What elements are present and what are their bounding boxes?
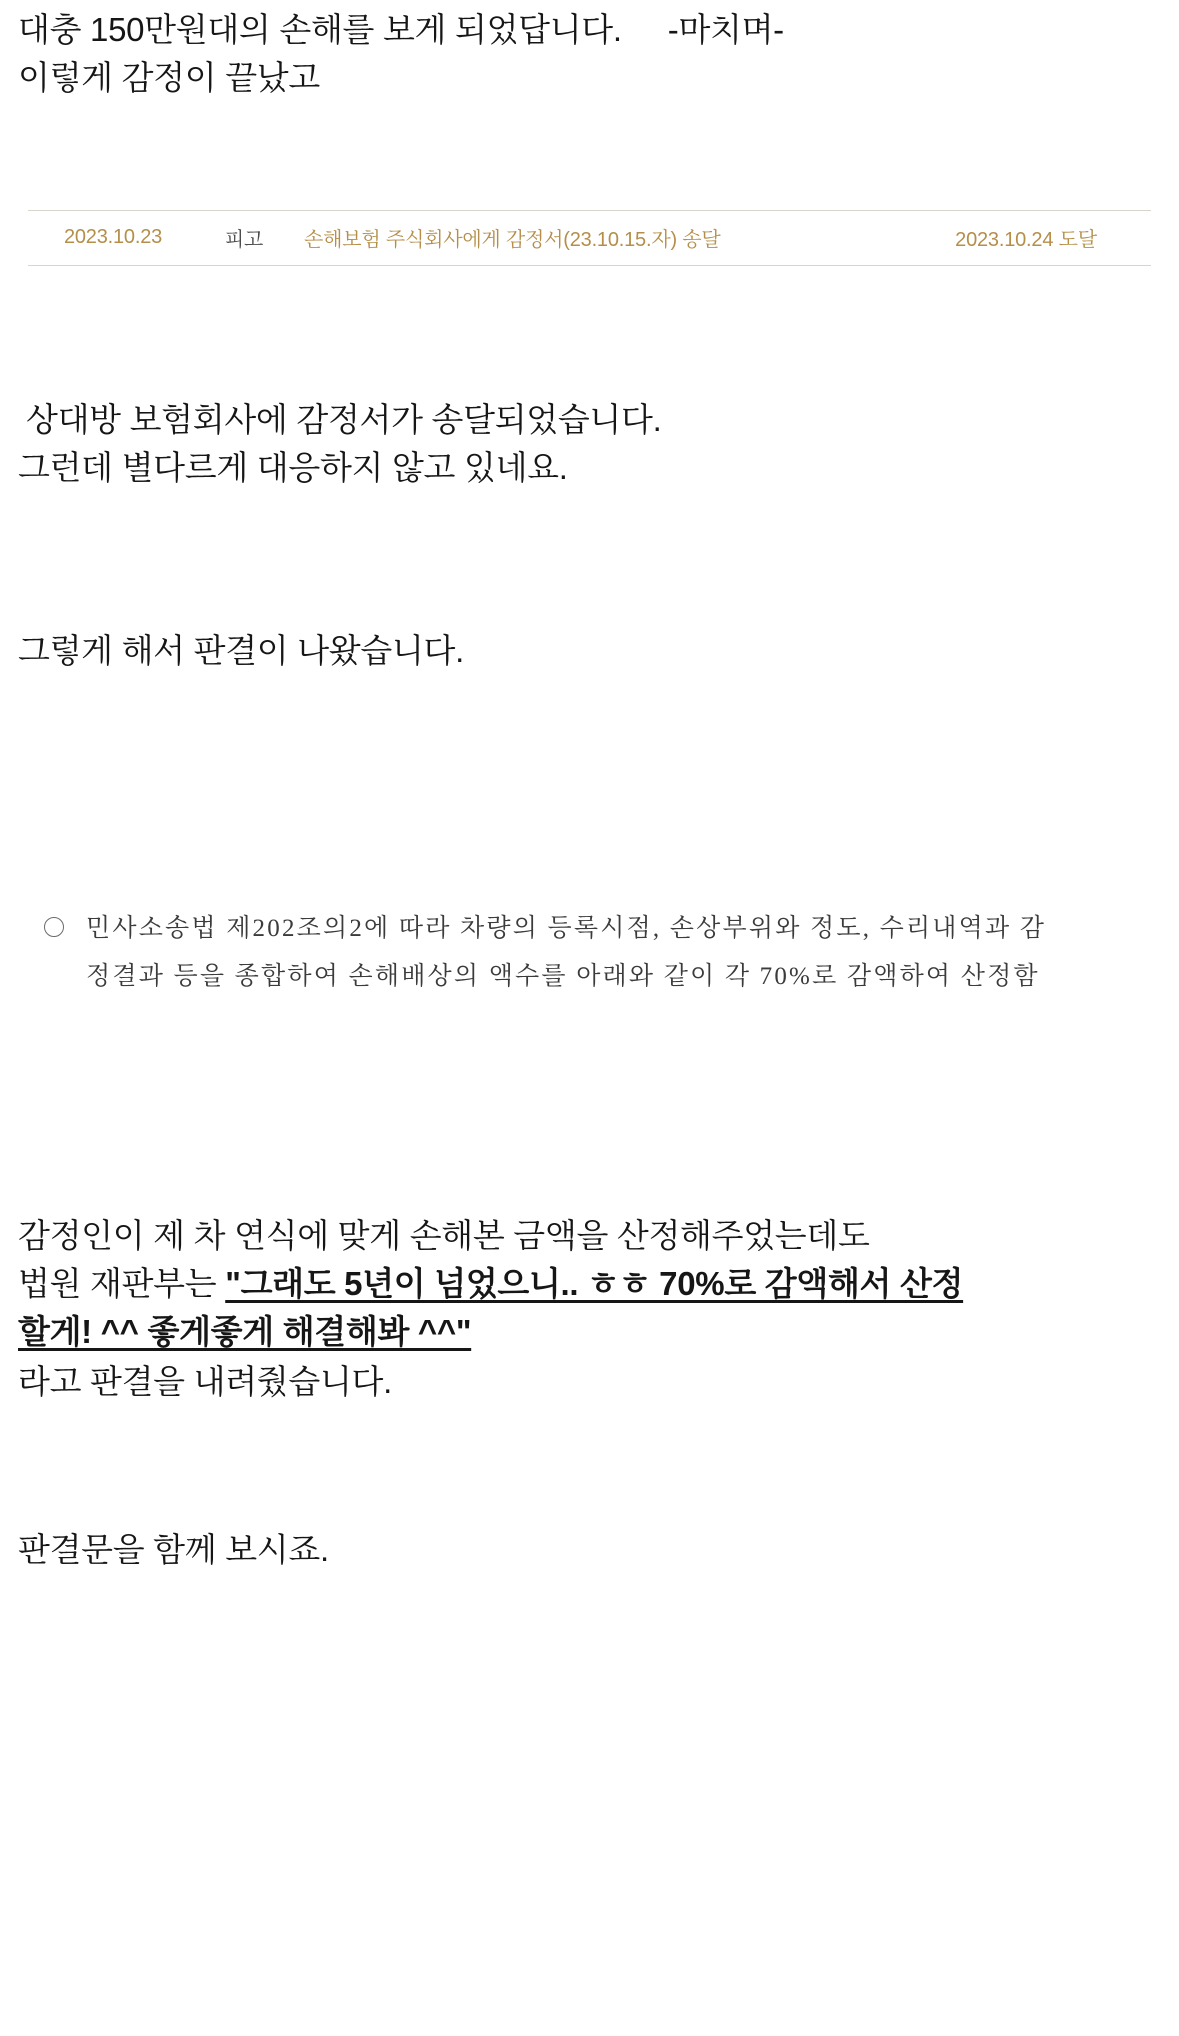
verdict-intro-line: 그렇게 해서 판결이 나왔습니다.	[18, 632, 464, 670]
middle-line-2: 그런데 별다르게 대응하지 않고 있네요.	[18, 448, 568, 486]
middle-paragraph	[0, 396, 1179, 492]
bottom-line-2-prefix: 법원 재판부는	[18, 1265, 217, 1303]
bottom-paragraph	[0, 1212, 1179, 1405]
court-excerpt	[38, 905, 1141, 1000]
bottom-line-3	[18, 1308, 1161, 1356]
section-marker-closing: -마치며-	[667, 11, 784, 48]
verdict-quote-part-2: 할게! ^^ 좋게좋게 해결해봐 ^^"	[18, 1312, 472, 1350]
tail-paragraph	[0, 1526, 1179, 1592]
verdict-quote-part-1: "그래도 5년이 넘었으니.. ㅎㅎ 70%로 감액해서 산정	[225, 1265, 964, 1303]
tail-line-1: 판결문을 함께 보시죠.	[18, 1530, 329, 1568]
court-excerpt-line-1-text: 민사소송법 제202조의2에 따라 차량의 등록시점, 손상부위와 정도, 수리내역과 감	[86, 915, 1047, 943]
middle-line-1: 상대방 보험회사에 감정서가 송달되었습니다.	[26, 400, 662, 438]
verdict-intro-paragraph	[0, 627, 1179, 675]
docket-description: 손해보험 주식회사에게 감정서(23.10.15.자) 송달	[304, 229, 721, 252]
intro-line-1	[18, 6, 1161, 54]
court-excerpt-line-2: 정결과 등을 종합하여 손해배상의 액수를 아래와 같이 각 70%로 감액하여 산정함	[86, 962, 1040, 990]
bottom-line-1: 감정인이 제 차 연식에 맞게 손해본 금액을 산정해주었는데도	[18, 1217, 870, 1255]
docket-date: 2023.10.23	[63, 226, 163, 249]
bottom-line-2	[18, 1260, 1161, 1308]
intro-line-2: 이렇게 감정이 끝났고	[18, 58, 320, 96]
docket-strip	[28, 210, 1151, 266]
circle-bullet-icon	[44, 917, 64, 937]
docket-party: 피고	[224, 229, 264, 252]
docket-arrival: 2023.10.24 도달	[955, 229, 1097, 252]
intro-paragraph	[0, 0, 1179, 102]
court-excerpt-line-1	[38, 905, 1141, 953]
intro-line-1-text: 대충 150만원대의 손해를 보게 되었답니다.	[18, 11, 622, 48]
bottom-line-4: 라고 판결을 내려줬습니다.	[18, 1362, 392, 1400]
